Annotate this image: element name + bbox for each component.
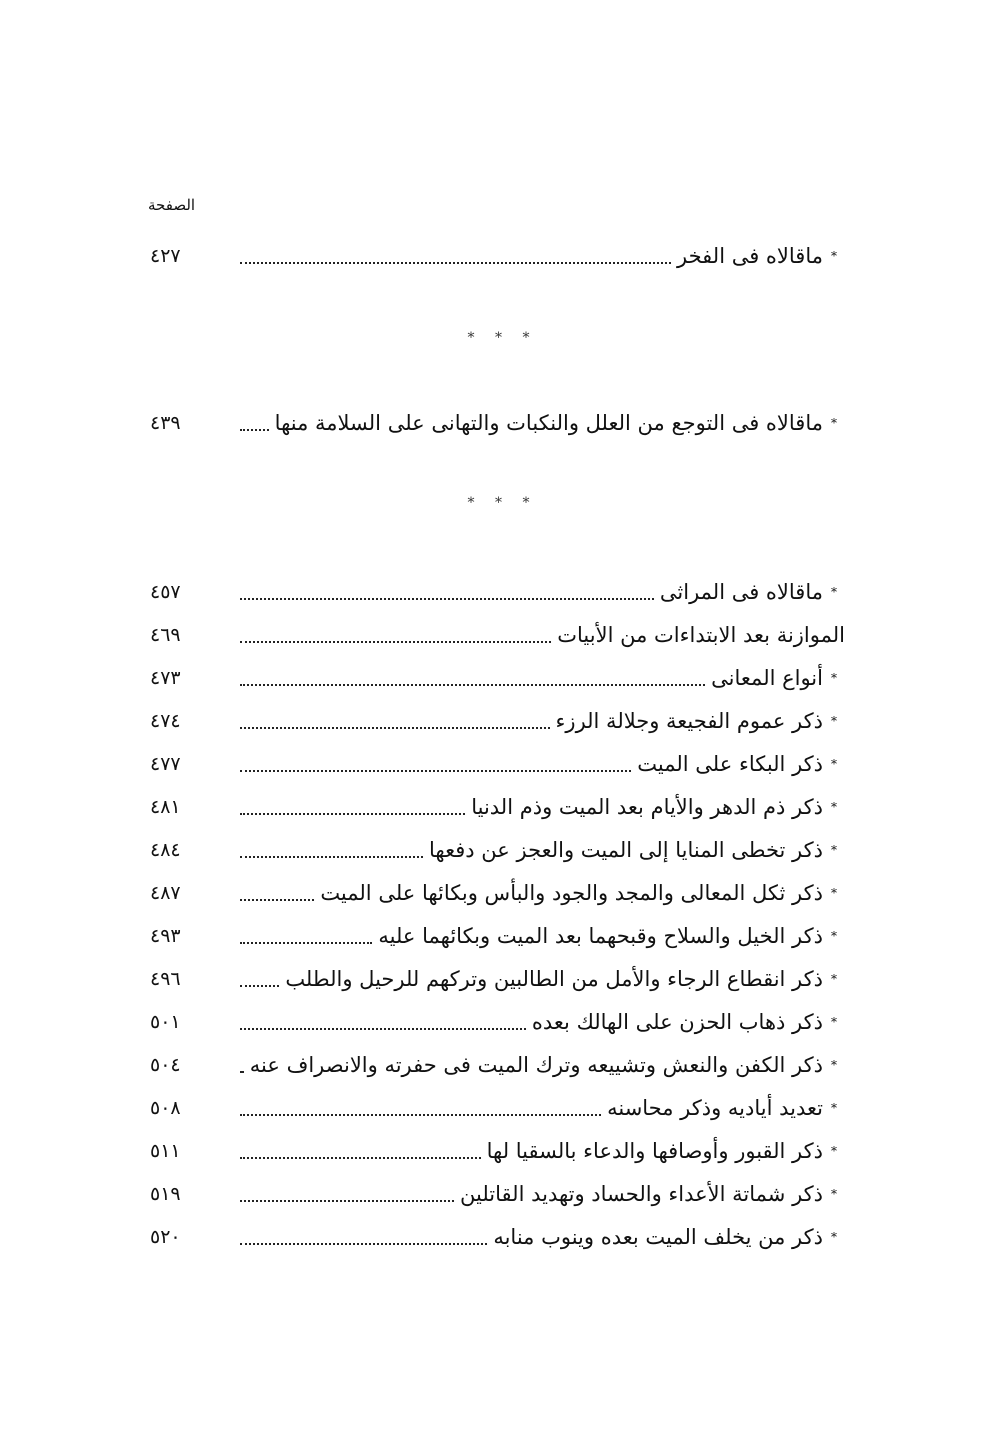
section-separator: * * * [467,495,538,511]
toc-entry-title: ذكر انقطاع الرجاء والأمل من الطالبين وتركهم للرحيل والطلب [285,967,823,991]
toc-entry-title: ماقالاه فى الفخر [677,244,823,268]
toc-entry-page: ٤٧٤ [150,710,181,732]
dot-leader [240,985,279,987]
dot-leader [240,1071,244,1073]
toc-entry [150,1004,845,1040]
toc-entry [150,1176,845,1212]
dot-leader [240,727,550,729]
dot-leader [240,641,551,643]
dot-leader [240,684,705,686]
dot-leader [240,1157,481,1159]
dot-leader [240,429,269,431]
toc-entry-page: ٤٨١ [150,796,181,818]
toc-entry [150,1133,845,1169]
dot-leader [240,770,631,772]
toc-entry-page: ٤٧٧ [150,753,181,775]
toc-entry-title: ذكر البكاء على الميت [637,752,823,776]
toc-entry-title: ذكر من يخلف الميت بعده وينوب منابه [493,1225,823,1249]
bullet-mark: * [831,1015,837,1029]
toc-entry [150,617,845,653]
toc-entry [150,918,845,954]
bullet-mark: * [831,416,837,430]
toc-entry-page: ٤٥٧ [150,581,181,603]
bullet-mark: * [831,671,837,685]
toc-entry-title: أنواع المعانى [711,666,823,690]
toc-entry [150,405,845,441]
dot-leader [240,813,465,815]
toc-entry-page: ٥٠٤ [150,1054,181,1076]
toc-entry-page: ٤٧٣ [150,667,181,689]
toc-entry-page: ٥٠٨ [150,1097,181,1119]
dot-leader [240,598,654,600]
toc-entry [150,703,845,739]
toc-entry-title: ماقالاه فى التوجع من العلل والنكبات والتهانى على السلامة منها [274,411,823,435]
toc-entry-title: ذكر عموم الفجيعة وجلالة الرزء [555,709,823,733]
toc-entry [150,789,845,825]
dot-leader [240,1243,487,1245]
toc-entry-title: الموازنة بعد الابتداءات من الأبيات [557,623,845,647]
dot-leader [240,1114,601,1116]
toc-entry-page: ٤٨٤ [150,839,181,861]
toc-entry [150,1219,845,1255]
toc-entry-title: ذكر ثكل المعالى والمجد والجود والبأس وبكائها على الميت [320,881,823,905]
toc-entry-page: ٤٩٣ [150,925,181,947]
bullet-mark: * [831,757,837,771]
dot-leader [240,856,423,858]
bullet-mark: * [831,929,837,943]
section-separator: * * * [467,330,538,346]
toc-entry [150,832,845,868]
toc-entry-title: تعديد أياديه وذكر محاسنه [607,1096,823,1120]
bullet-mark: * [831,1101,837,1115]
toc-entry [150,961,845,997]
toc-entry-page: ٤٨٧ [150,882,181,904]
toc-entry [150,238,845,274]
toc-entry-title: ماقالاه فى المراثى [659,580,823,604]
bullet-mark: * [831,972,837,986]
dot-leader [240,942,372,944]
toc-entry-page: ٥١١ [150,1140,181,1162]
bullet-mark: * [831,1144,837,1158]
bullet-mark: * [831,843,837,857]
dot-leader [240,1200,454,1202]
toc-entry [150,746,845,782]
bullet-mark: * [831,585,837,599]
toc-entry-title: ذكر ذهاب الحزن على الهالك بعده [531,1010,823,1034]
toc-entry-page: ٤٢٧ [150,245,181,267]
page-column-header: الصفحة [148,196,196,214]
toc-entry [150,660,845,696]
bullet-mark: * [831,1058,837,1072]
toc-entry-title: ذكر الكفن والنعش وتشييعه وترك الميت فى حفرته والانصراف عنه [249,1053,823,1077]
dot-leader [240,1028,526,1030]
toc-entry-title: ذكر شماتة الأعداء والحساد وتهديد القاتلين [460,1182,823,1206]
toc-entry [150,875,845,911]
toc-entry-page: ٤٩٦ [150,968,181,990]
toc-entry-page: ٥١٩ [150,1183,181,1205]
toc-entry-page: ٥٢٠ [150,1226,181,1248]
bullet-mark: * [831,886,837,900]
toc-entry-title: ذكر ذم الدهر والأيام بعد الميت وذم الدنيا [471,795,823,819]
toc-entry-title: ذكر الخيل والسلاح وقبحهما بعد الميت وبكائهما عليه [378,924,823,948]
bullet-mark: * [831,249,837,263]
dot-leader [240,899,314,901]
dot-leader [240,262,671,264]
bullet-mark: * [831,1230,837,1244]
toc-entry-title: ذكر تخطى المنايا إلى الميت والعجز عن دفعها [429,838,823,862]
bullet-mark: * [831,1187,837,1201]
toc-entry-page: ٤٣٩ [150,412,181,434]
toc-entry [150,1090,845,1126]
toc-entry [150,1047,845,1083]
toc-entry-title: ذكر القبور وأوصافها والدعاء بالسقيا لها [486,1139,823,1163]
bullet-mark: * [831,714,837,728]
toc-entry-page: ٤٦٩ [150,624,181,646]
toc-entry [150,574,845,610]
bullet-mark: * [831,800,837,814]
toc-entry-page: ٥٠١ [150,1011,181,1033]
